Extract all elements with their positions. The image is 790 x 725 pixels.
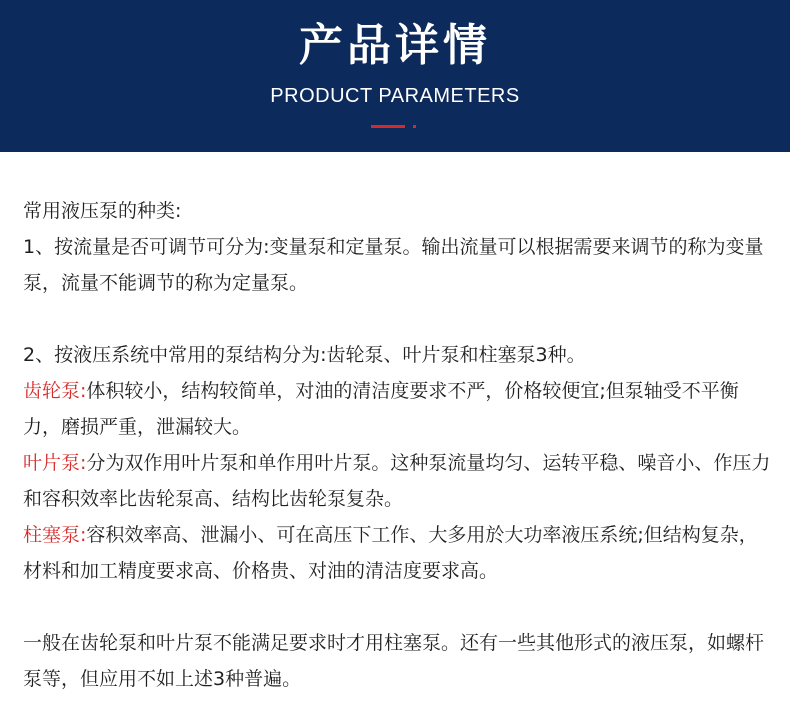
flow-classification-text: 1、按流量是否可调节可分为:变量泵和定量泵。输出流量可以根据需要来调节的称为变量泵，流量不能调节的称为定量泵。: [23, 236, 764, 294]
gear-pump-paragraph: [23, 373, 775, 445]
accent-dot: [413, 125, 416, 128]
paragraph-gap: [23, 589, 775, 625]
intro-text: 常用液压泵的种类:: [23, 200, 182, 222]
gear-pump-label: 齿轮泵:: [23, 380, 87, 402]
page-subtitle: PRODUCT PARAMETERS: [270, 85, 520, 107]
vane-pump-label: 叶片泵:: [23, 452, 87, 474]
product-description: [23, 193, 775, 697]
vane-pump-text: 分为双作用叶片泵和单作用叶片泵。这种泵流量均匀、运转平稳、噪音小、作压力和容积效率比齿轮泵高、结构比齿轮泵复杂。: [23, 452, 771, 510]
piston-pump-label: 柱塞泵:: [23, 524, 87, 546]
vane-pump-paragraph: [23, 445, 775, 517]
page-title: 产品详情: [299, 20, 491, 71]
accent-line: [371, 125, 405, 128]
gear-pump-text: 体积较小，结构较简单，对油的清洁度要求不严，价格较便宜;但泵轴受不平衡力，磨损严重，泄漏较大。: [23, 380, 739, 438]
piston-pump-text: 容积效率高、泄漏小、可在高压下工作、大多用於大功率液压系统;但结构复杂，材料和加工精度要求高、价格贵、对油的清洁度要求高。: [23, 524, 758, 582]
paragraph-gap: [23, 301, 775, 337]
piston-pump-paragraph: [23, 517, 775, 589]
closing-text: 一般在齿轮泵和叶片泵不能满足要求时才用柱塞泵。还有一些其他形式的液压泵，如螺杆泵等，但应用不如上述3种普遍。: [23, 632, 765, 690]
structure-classification-text: 2、按液压系统中常用的泵结构分为:齿轮泵、叶片泵和柱塞泵3种。: [23, 344, 586, 366]
header-banner: [0, 0, 790, 152]
